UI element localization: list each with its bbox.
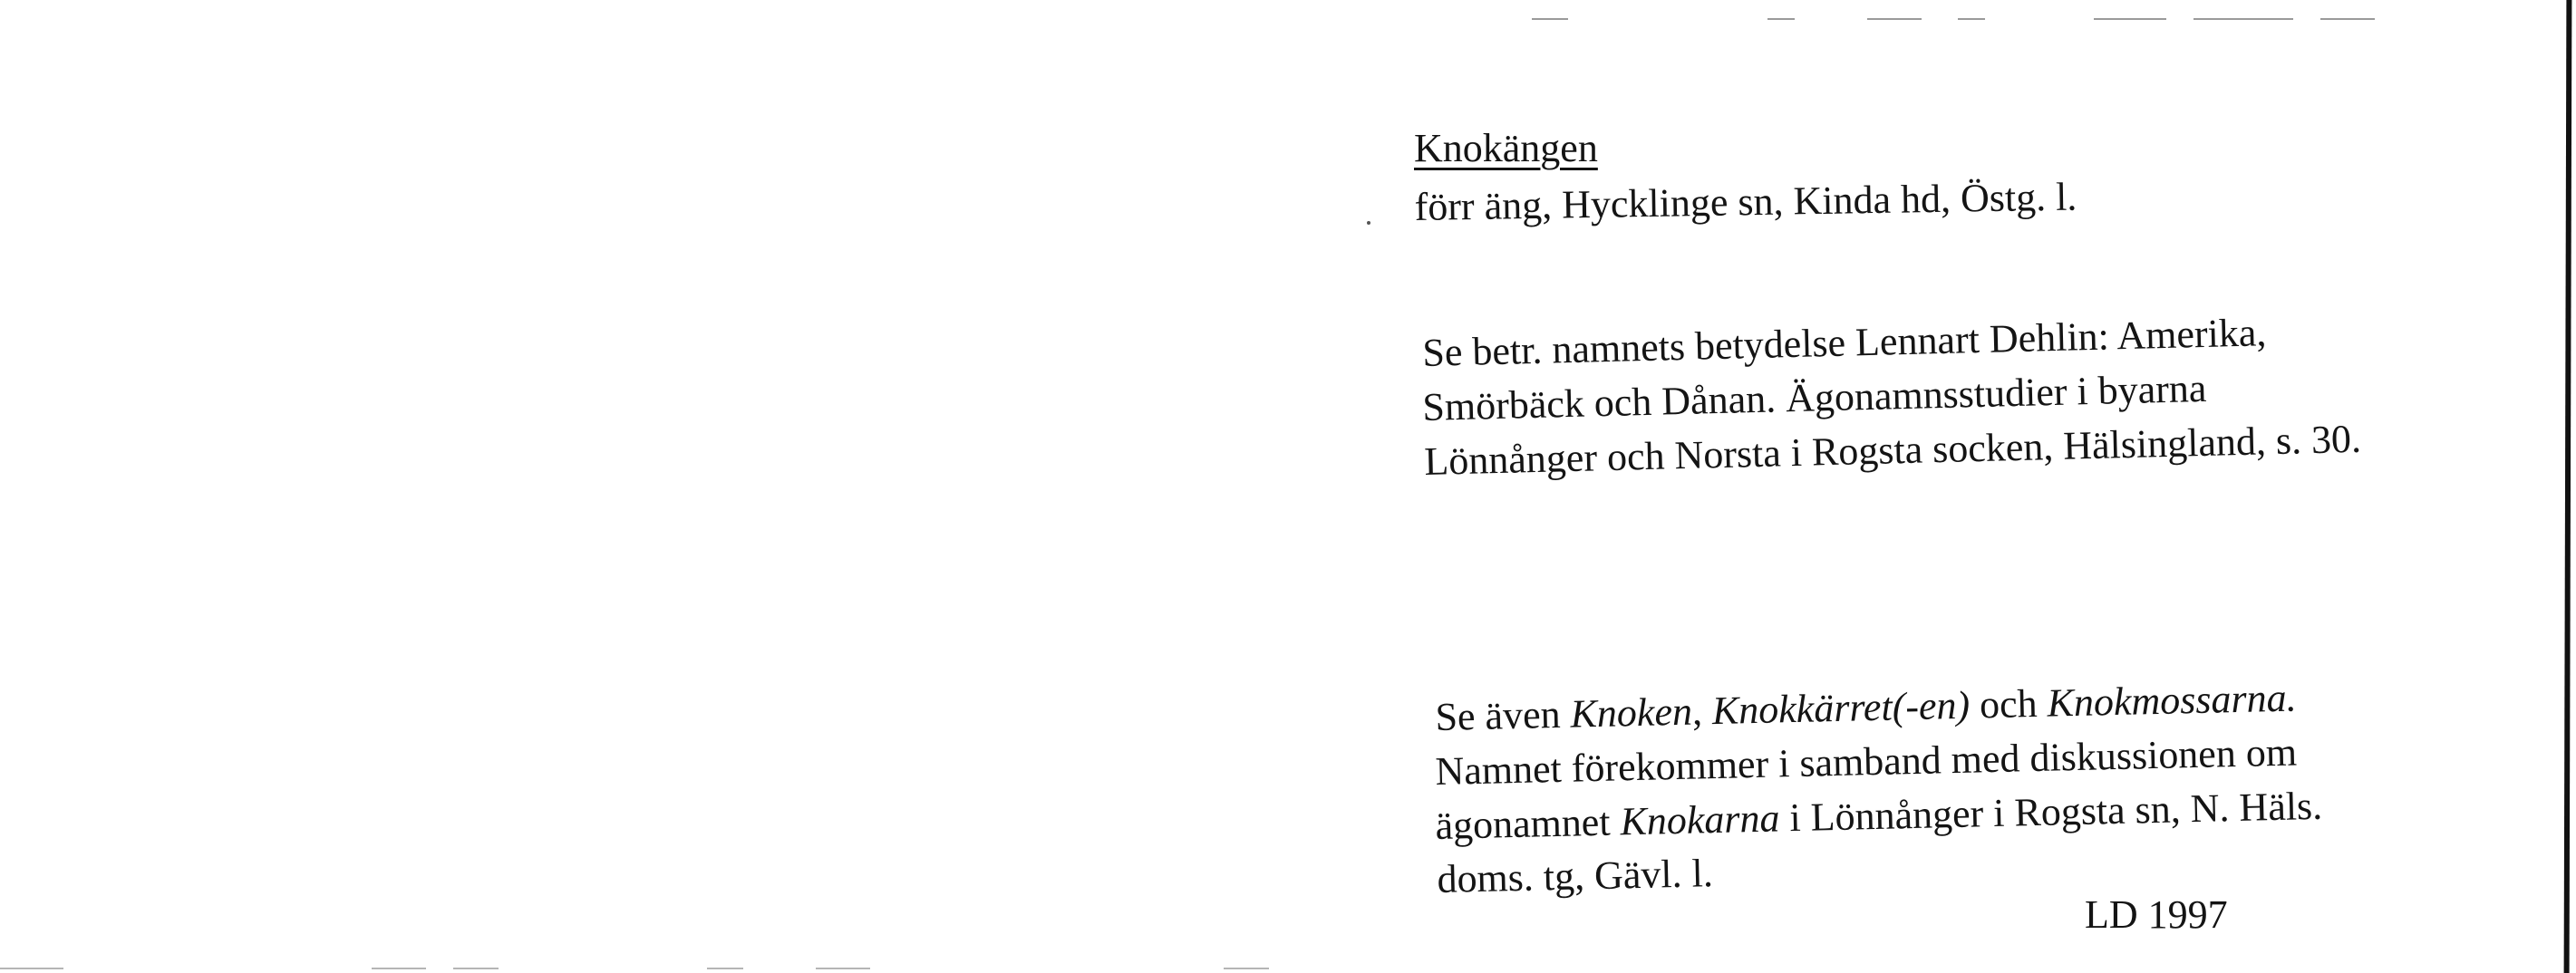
note-line-2: Namnet förekommer i samband med diskussionen om [1434,729,2298,794]
scan-artifact [453,968,499,969]
separator: och [1969,680,2048,727]
scan-artifact [1224,968,1269,969]
note-suffix: i Lönnånger i Rogsta sn, N. Häls. [1778,783,2323,841]
location-line: förr äng, Hycklinge sn, Kinda hd, Östg. l. [1414,174,2077,229]
note-prefix: ägonamnet [1434,799,1622,848]
scan-artifact [1532,18,1568,20]
reference-line-1: Se betr. namnets betydelse Lennart Dehlin: Amerika, [1421,310,2267,375]
cross-ref-knokarna: Knokarna [1619,795,1780,844]
cross-ref-suffix: (-en) [1892,682,1971,729]
note-line-4: doms. tg, Gävl. l. [1436,851,1714,901]
scan-artifact [2320,18,2375,20]
cross-ref-knoken: Knoken [1569,689,1693,737]
scan-artifact [2094,18,2166,20]
card-heading: Knokängen [1414,126,1598,170]
scan-artifact [1958,18,1985,20]
scan-artifact [1867,18,1922,20]
scan-artifact [372,968,426,969]
cross-ref-knokkarret: Knokkärret [1711,684,1893,734]
scan-artifact [1767,18,1795,20]
scan-artifact [816,968,870,969]
separator: , [1691,689,1713,734]
scan-artifact [0,968,63,969]
card-edge [2564,0,2572,973]
cross-ref-knokmossarna: Knokmossarna. [2047,675,2298,726]
note-line-3 [1434,783,2323,848]
reference-line-3: Lönnånger och Norsta i Rogsta socken, Hälsingland, s. 30. [1423,416,2362,484]
reference-line-2: Smörbäck och Dånan. Ägonamnsstudier i byarna [1421,365,2207,429]
scan-artifact [2193,18,2293,20]
see-also-line [1434,675,2298,739]
signature: LD 1997 [2085,892,2228,937]
see-also-prefix: Se även [1434,691,1572,739]
scan-artifact [707,968,743,969]
scan-speck [1367,221,1370,225]
